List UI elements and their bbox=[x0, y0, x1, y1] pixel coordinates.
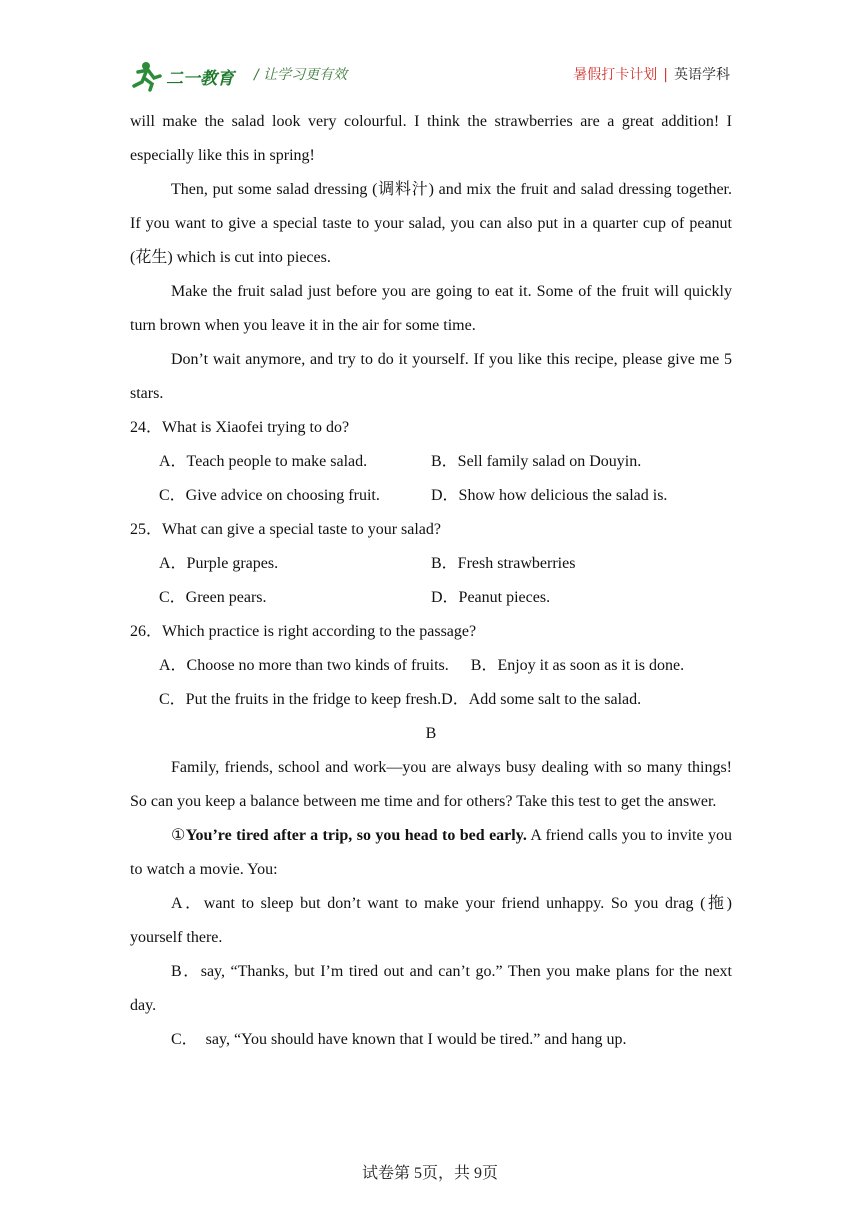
passage-a-paragraph: Then, put some salad dressing (调料汁) and mix the fruit and salad dressing together. If you want to give a special taste to your salad, you can also put in a quarter cup of peanut (花生) which is cut into pieces. bbox=[130, 181, 732, 266]
passage-a-paragraph: Don’t wait anymore, and try to do it yourself. If you like this recipe, please give me 5 stars. bbox=[130, 351, 732, 402]
item-scenario: You’re tired after a trip, so you head to bed early. bbox=[185, 827, 527, 844]
header-slogan: / 让学习更有效 bbox=[254, 67, 348, 83]
item-prompt: A friend calls you to invite you to watch a movie. You: bbox=[130, 827, 732, 878]
page-header bbox=[130, 58, 730, 94]
option-row bbox=[130, 683, 732, 717]
svg-text:二一教育: 二一教育 bbox=[166, 69, 234, 89]
option-d: D．Show how delicious the salad is. bbox=[431, 487, 668, 504]
section-heading: B bbox=[425, 725, 437, 742]
question-stem: 25．What can give a special taste to your salad? bbox=[130, 521, 441, 538]
page-footer: 试卷第 5页，共 9页 bbox=[361, 1165, 498, 1182]
item-number: ① bbox=[171, 827, 186, 844]
test-choice-c: C． say, “You should have known that I would be tired.” and hang up. bbox=[171, 1031, 627, 1048]
option-c: C．Give advice on choosing fruit. bbox=[159, 487, 380, 504]
option-a: A．Teach people to make salad. bbox=[159, 453, 368, 470]
option-b: B．Enjoy it as soon as it is done. bbox=[470, 657, 685, 674]
option-c: C．Green pears. bbox=[159, 589, 267, 606]
test-item bbox=[130, 819, 732, 887]
question-stem: 26．Which practice is right according to the passage? bbox=[130, 623, 477, 640]
option-c: C．Put the fruits in the fridge to keep fresh. bbox=[159, 691, 442, 708]
header-separator: | bbox=[663, 67, 668, 83]
passage-a-paragraph: Make the fruit salad just before you are going to eat it. Some of the fruit will quickly turn brown when you leave it in the air for some time. bbox=[130, 283, 732, 334]
option-row bbox=[130, 547, 732, 581]
test-choice-b: B．say, “Thanks, but I’m tired out and can’t go.” Then you make plans for the next day. bbox=[130, 963, 733, 1014]
option-row bbox=[130, 649, 732, 683]
header-right bbox=[573, 64, 730, 84]
option-d: D．Peanut pieces. bbox=[431, 589, 551, 606]
option-row bbox=[130, 479, 732, 513]
question-stem: 24．What is Xiaofei trying to do? bbox=[130, 419, 350, 436]
option-b: B．Sell family salad on Douyin. bbox=[431, 453, 642, 470]
option-a: A．Choose no more than two kinds of fruits. bbox=[159, 657, 449, 674]
header-plan: 暑假打卡计划 bbox=[573, 67, 658, 83]
option-d: D．Add some salt to the salad. bbox=[441, 691, 642, 708]
option-a: A．Purple grapes. bbox=[159, 555, 279, 572]
option-row bbox=[130, 445, 732, 479]
test-choice-a: A．want to sleep but don’t want to make your friend unhappy. So you drag (拖) yourself there. bbox=[130, 895, 732, 946]
passage-a-paragraph: will make the salad look very colourful. I think the strawberries are a great addition! I especially like this in spring! bbox=[130, 113, 732, 164]
header-subject: 英语学科 bbox=[674, 67, 730, 83]
option-b: B．Fresh strawberries bbox=[431, 555, 576, 572]
page-content bbox=[130, 105, 732, 1057]
brand-logo bbox=[130, 60, 242, 92]
option-row bbox=[130, 581, 732, 615]
passage-b-intro: Family, friends, school and work—you are always busy dealing with so many things! So can you keep a balance between me time and for others? Take this test to get the answer. bbox=[130, 759, 732, 810]
